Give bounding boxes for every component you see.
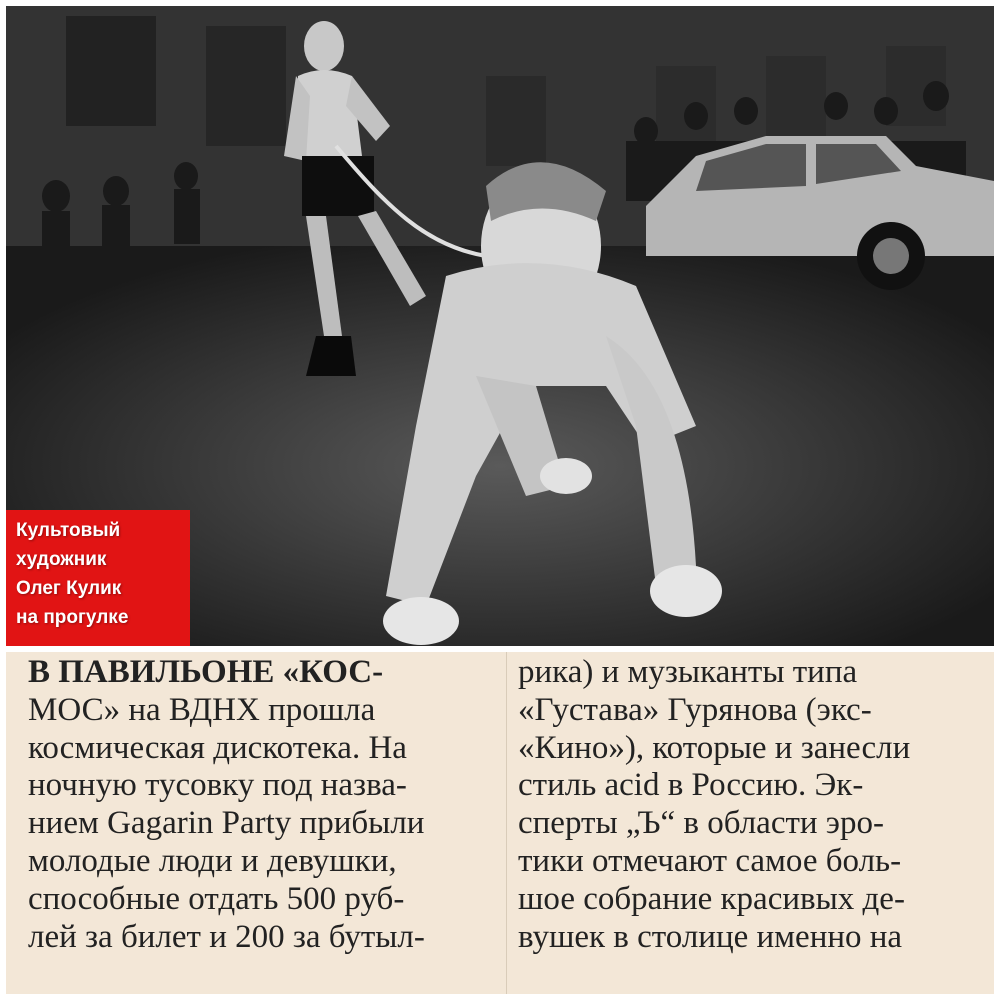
text-line: способные отдать 500 руб- bbox=[28, 880, 405, 917]
column-divider bbox=[506, 652, 507, 994]
text-line: шое собрание красивых де- bbox=[518, 880, 905, 917]
text-line: ночную тусовку под назва- bbox=[28, 767, 407, 804]
caption-line: художник bbox=[16, 549, 107, 570]
left-column bbox=[28, 654, 493, 956]
text-line: МОС» на ВДНХ прошла bbox=[28, 691, 376, 728]
caption-label bbox=[6, 510, 190, 646]
right-column bbox=[518, 654, 978, 956]
text-line: вушек в столице именно на bbox=[518, 918, 903, 955]
newspaper-clipping bbox=[6, 652, 994, 994]
text-line: тики отмечают самое боль- bbox=[518, 842, 902, 879]
caption-line: на прогулке bbox=[16, 607, 129, 628]
text-line: рика) и музыканты типа bbox=[518, 654, 858, 690]
text-line: «Кино»), которые и занесли bbox=[518, 729, 911, 766]
text-line: космическая дискотека. На bbox=[28, 729, 407, 766]
text-line: нием Gagarin Party прибыли bbox=[28, 805, 425, 842]
text-line: сперты „Ъ“ в области эро- bbox=[518, 805, 884, 842]
text-line: молодые люди и девушки, bbox=[28, 842, 397, 879]
text-line: В ПАВИЛЬОНЕ «КОС- bbox=[28, 654, 384, 690]
text-line: «Густава» Гурянова (экс- bbox=[518, 691, 872, 728]
text-line: стиль acid в Россию. Эк- bbox=[518, 767, 864, 804]
caption-line: Культовый bbox=[16, 520, 121, 541]
text-line: лей за билет и 200 за бутыл- bbox=[28, 918, 425, 955]
caption-line: Олег Кулик bbox=[16, 578, 122, 599]
